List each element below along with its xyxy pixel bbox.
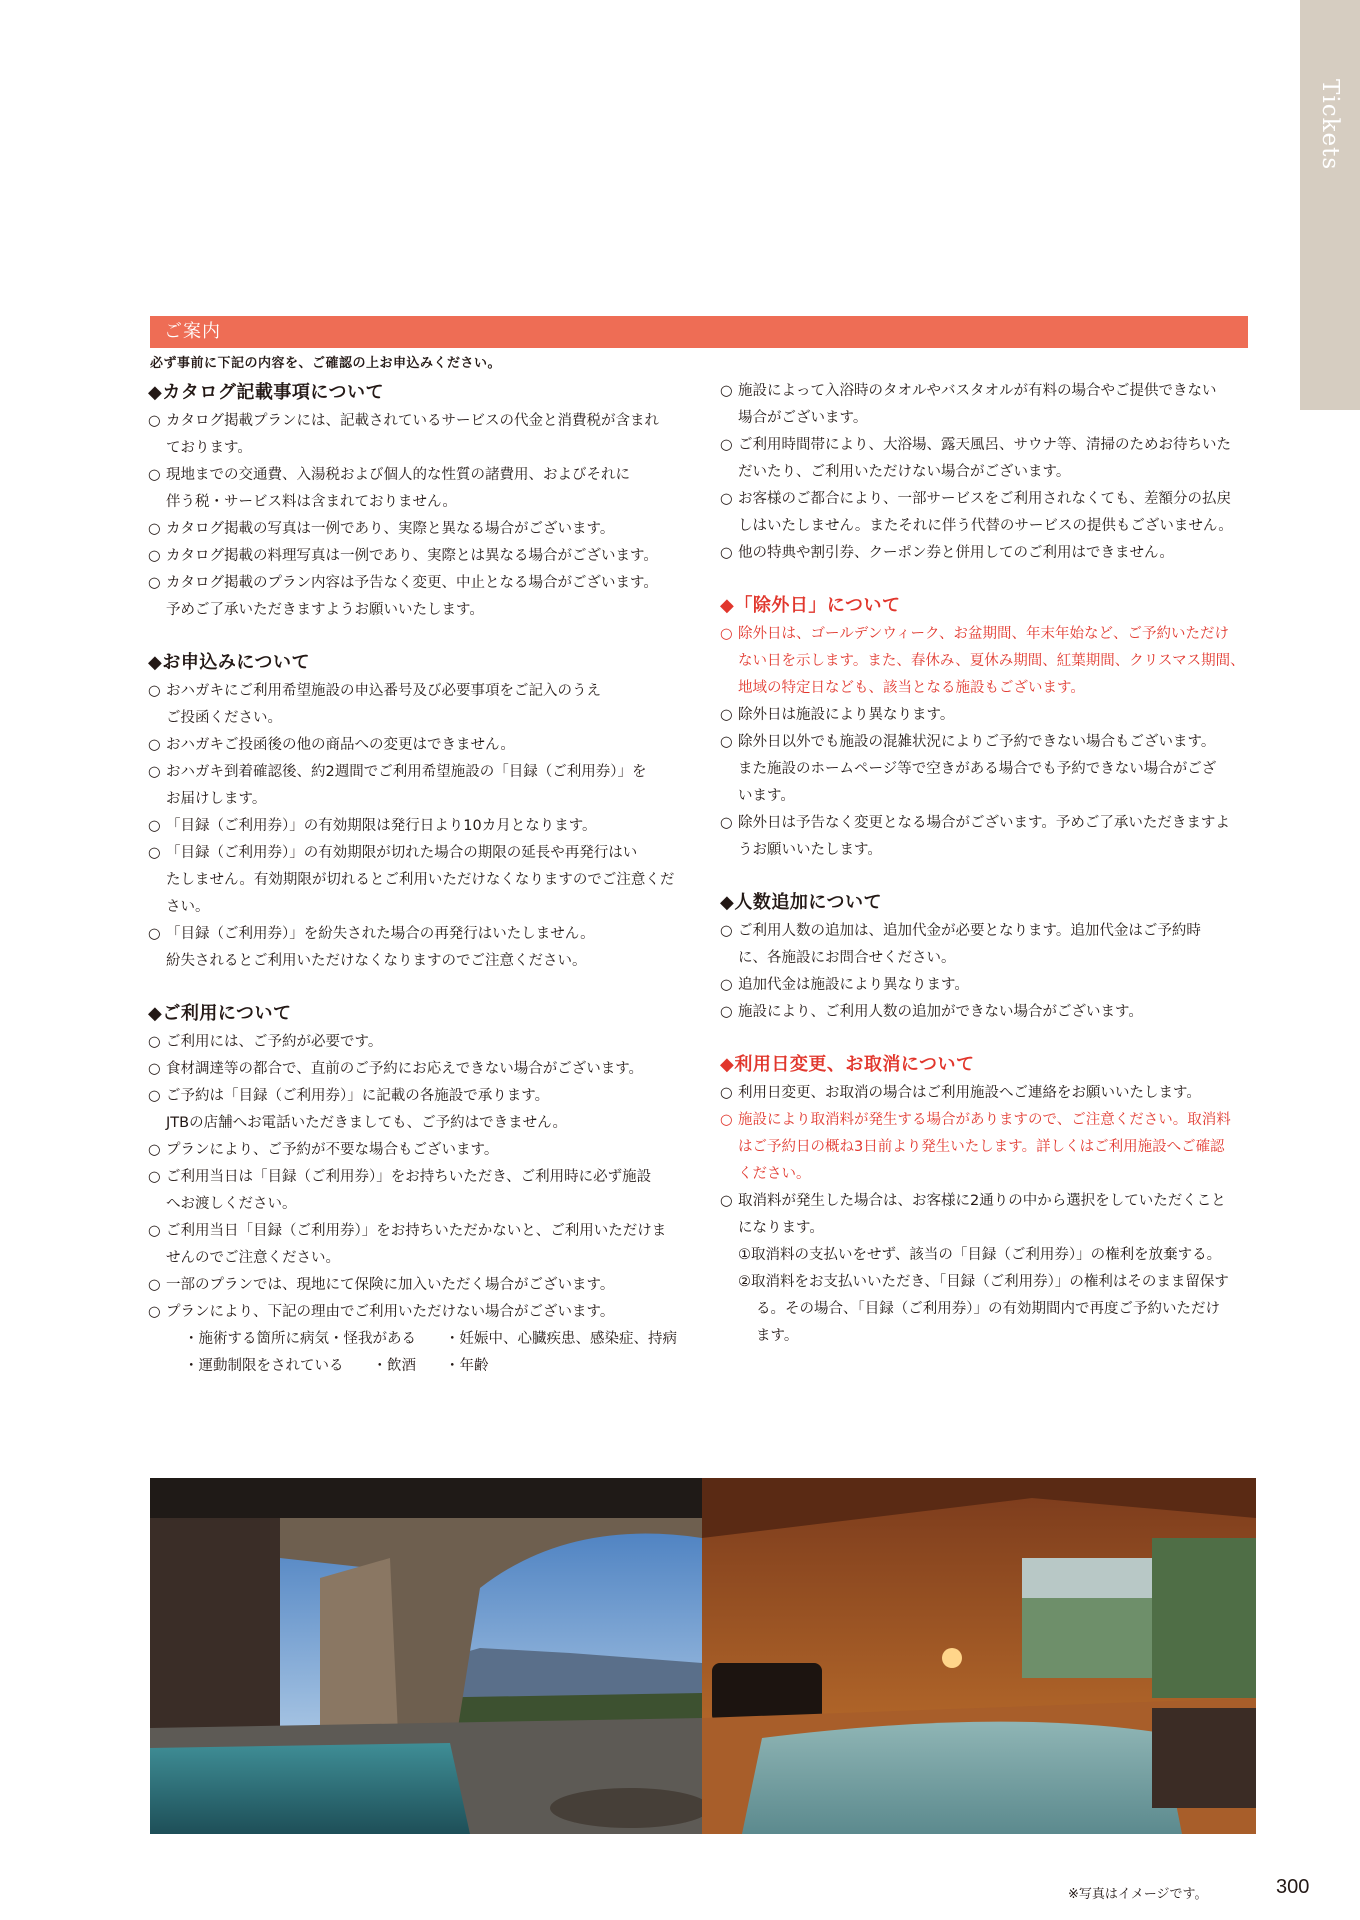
list-item-continuation: になります。: [738, 1220, 824, 1236]
list-item: ○ 現地までの交通費、入湯税および個人的な性質の諸費用、およびそれに: [148, 462, 688, 489]
people-section: [720, 888, 1255, 1026]
list-item-continuation: 地域の特定日なども、該当となる施設もございます。: [738, 680, 1085, 696]
cancel-item-choice: [720, 1188, 1255, 1242]
facility-items: [720, 378, 1255, 567]
list-item-continuation: お届けします。: [166, 791, 267, 807]
list-item-continuation: ください。: [738, 1166, 811, 1182]
list-item: ○ ご利用当日は「目録（ご利用券）」をお持ちいただき、ご利用時に必ず施設: [148, 1164, 688, 1191]
list-item: ○ プランにより、ご予約が不要な場合もございます。: [148, 1137, 688, 1164]
list-item: ○ おハガキご投函後の他の商品への変更はできません。: [148, 732, 688, 759]
intro-text: 必ず事前に下記の内容を、ご確認の上お申込みください。: [150, 356, 502, 371]
list-item: ○ 食材調達等の都合で、直前のご予約にお応えできない場合がございます。: [148, 1056, 688, 1083]
list-item: ○ 除外日は、ゴールデンウィーク、お盆期間、年末年始など、ご予約いただけ: [720, 621, 1255, 648]
list-item: ○ 除外日以外でも施設の混雑状況によりご予約できない場合もございます。: [720, 729, 1255, 756]
list-item: ○ お客様のご都合により、一部サービスをご利用されなくても、差額分の払戻: [720, 486, 1255, 513]
list-item-continuation: います。: [738, 788, 795, 804]
list-item-continuation: うお願いいたします。: [738, 842, 882, 858]
list-item: ○ 「目録（ご利用券）」の有効期限が切れた場合の期限の延長や再発行はい: [148, 840, 688, 867]
list-item: ○ 利用日変更、お取消の場合はご利用施設へご連絡をお願いいたします。: [720, 1080, 1255, 1107]
list-item: ○ カタログ掲載の写真は一例であり、実際と異なる場合がございます。: [148, 516, 688, 543]
usage-reason-line: ・施術する箇所に病気・怪我がある ・妊娠中、心臓疾患、感染症、持病: [184, 1331, 677, 1347]
list-item: ○ おハガキ到着確認後、約2週間でご利用希望施設の「目録（ご利用券）」を: [148, 759, 688, 786]
list-item: ○ ご利用には、ご予約が必要です。: [148, 1029, 688, 1056]
list-item-continuation: 紛失されるとご利用いただけなくなりますのでご注意ください。: [166, 953, 587, 969]
usage-reason-line: ・運動制限をされている ・飲酒 ・年齢: [184, 1358, 489, 1374]
cancel-option-line: ①取消料の支払いをせず、該当の「目録（ご利用券）」の権利を放棄する。: [738, 1247, 1222, 1263]
list-item-continuation: ご投函ください。: [166, 710, 282, 726]
photo-caption: ※写真はイメージです。: [1068, 1887, 1208, 1902]
excluded-items: [720, 702, 1255, 864]
list-item: ○ 「目録（ご利用券）」を紛失された場合の再発行はいたしません。: [148, 921, 688, 948]
apply-items: [148, 678, 688, 975]
list-item-continuation: ない日を示します。また、春休み、夏休み期間、紅葉期間、クリスマス期間、: [738, 653, 1245, 669]
list-item-continuation: ております。: [166, 440, 252, 456]
cancel-option-line: る。その場合、「目録（ご利用券）」の有効期間内で再度ご予約いただけ: [756, 1301, 1220, 1317]
list-item-continuation: さい。: [166, 899, 210, 915]
indoor-onsen-photo: [702, 1478, 1256, 1834]
photo-strip: [150, 1478, 1256, 1834]
list-item: ○ カタログ掲載のプラン内容は予告なく変更、中止となる場合がございます。: [148, 570, 688, 597]
cancel-title: ◆利用日変更、お取消について: [720, 1054, 975, 1075]
usage-items: [148, 1029, 688, 1326]
list-item-continuation: 伴う税・サービス料は含まれておりません。: [166, 494, 457, 510]
cancel-item-contact: [720, 1080, 1255, 1107]
list-item: ○ 取消料が発生した場合は、お客様に2通りの中から選択をしていただくこと: [720, 1188, 1255, 1215]
apply-title: ◆お申込みについて: [148, 652, 310, 673]
list-item: ○ 他の特典や割引券、クーポン券と併用してのご利用はできません。: [720, 540, 1255, 567]
list-item-continuation: はご予約日の概ね3日前より発生いたします。詳しくはご利用施設へご確認: [738, 1139, 1225, 1155]
page-number: 300: [1276, 1876, 1310, 1898]
list-item: ○ カタログ掲載プランには、記載されているサービスの代金と消費税が含まれ: [148, 408, 688, 435]
catalog-section: [148, 378, 688, 624]
list-item-continuation: たしません。有効期限が切れるとご利用いただけなくなりますのでご注意くだ: [166, 872, 675, 888]
list-item: ○ プランにより、下記の理由でご利用いただけない場合がございます。: [148, 1299, 688, 1326]
list-item: ○ 「目録（ご利用券）」の有効期限は発行日より10カ月となります。: [148, 813, 688, 840]
list-item: ○ ご利用当日「目録（ご利用券）」をお持ちいただかないと、ご利用いただけま: [148, 1218, 688, 1245]
section-banner: ご案内: [150, 316, 1248, 348]
side-tab-label: Tickets: [1317, 79, 1343, 171]
list-item-continuation: しはいたしません。またそれに伴う代替のサービスの提供もございません。: [738, 518, 1233, 534]
people-title: ◆人数追加について: [720, 892, 882, 913]
apply-section: [148, 648, 688, 975]
cancel-red-item: [720, 1107, 1255, 1188]
catalog-items: [148, 408, 688, 624]
list-item: ○ 追加代金は施設により異なります。: [720, 972, 1255, 999]
side-tab: [1300, 0, 1360, 410]
cancel-section: [720, 1050, 1255, 1350]
list-item: ○ 除外日は施設により異なります。: [720, 702, 1255, 729]
catalog-title: ◆カタログ記載事項について: [148, 382, 384, 403]
right-column: [720, 378, 1255, 1374]
list-item: ○ 一部のプランでは、現地にて保険に加入いただく場合がございます。: [148, 1272, 688, 1299]
list-item: ○ 除外日は予告なく変更となる場合がございます。予めご了承いただきますよ: [720, 810, 1255, 837]
list-item-continuation: せんのでご注意ください。: [166, 1250, 340, 1266]
list-item: ○ おハガキにご利用希望施設の申込番号及び必要事項をご記入のうえ: [148, 678, 688, 705]
list-item-continuation: 予めご了承いただきますようお願いいたします。: [166, 602, 484, 618]
list-item-continuation: JTBの店舗へお電話いただきましても、ご予約はできません。: [166, 1115, 567, 1131]
list-item-continuation: へお渡しください。: [166, 1196, 297, 1212]
excluded-title: ◆「除外日」について: [720, 595, 901, 616]
people-items: [720, 918, 1255, 1026]
outdoor-onsen-photo: [150, 1478, 702, 1834]
excluded-red-item: [720, 621, 1255, 702]
list-item-continuation: 場合がございます。: [738, 410, 868, 426]
excluded-section: [720, 591, 1255, 864]
list-item-continuation: また施設のホームページ等で空きがある場合でも予約できない場合がござ: [738, 761, 1217, 777]
list-item: ○ ご利用時間帯により、大浴場、露天風呂、サウナ等、清掃のためお待ちいた: [720, 432, 1255, 459]
facility-section: [720, 378, 1255, 567]
left-column: [148, 378, 688, 1404]
list-item: ○ カタログ掲載の料理写真は一例であり、実際とは異なる場合がございます。: [148, 543, 688, 570]
cancel-option-line: ます。: [756, 1328, 799, 1344]
usage-section: [148, 999, 688, 1380]
list-item-continuation: だいたり、ご利用いただけない場合がございます。: [738, 464, 1071, 480]
list-item: ○ ご予約は「目録（ご利用券）」に記載の各施設で承ります。: [148, 1083, 688, 1110]
list-item-continuation: に、各施設にお問合せください。: [738, 950, 956, 966]
list-item: ○ 施設によって入浴時のタオルやバスタオルが有料の場合やご提供できない: [720, 378, 1255, 405]
list-item: ○ ご利用人数の追加は、追加代金が必要となります。追加代金はご予約時: [720, 918, 1255, 945]
list-item: ○ 施設により取消料が発生する場合がありますので、ご注意ください。取消料: [720, 1107, 1255, 1134]
usage-title: ◆ご利用について: [148, 1003, 292, 1024]
list-item: ○ 施設により、ご利用人数の追加ができない場合がございます。: [720, 999, 1255, 1026]
cancel-option-line: ②取消料をお支払いいただき、「目録（ご利用券）」の権利はそのまま留保す: [738, 1274, 1229, 1290]
